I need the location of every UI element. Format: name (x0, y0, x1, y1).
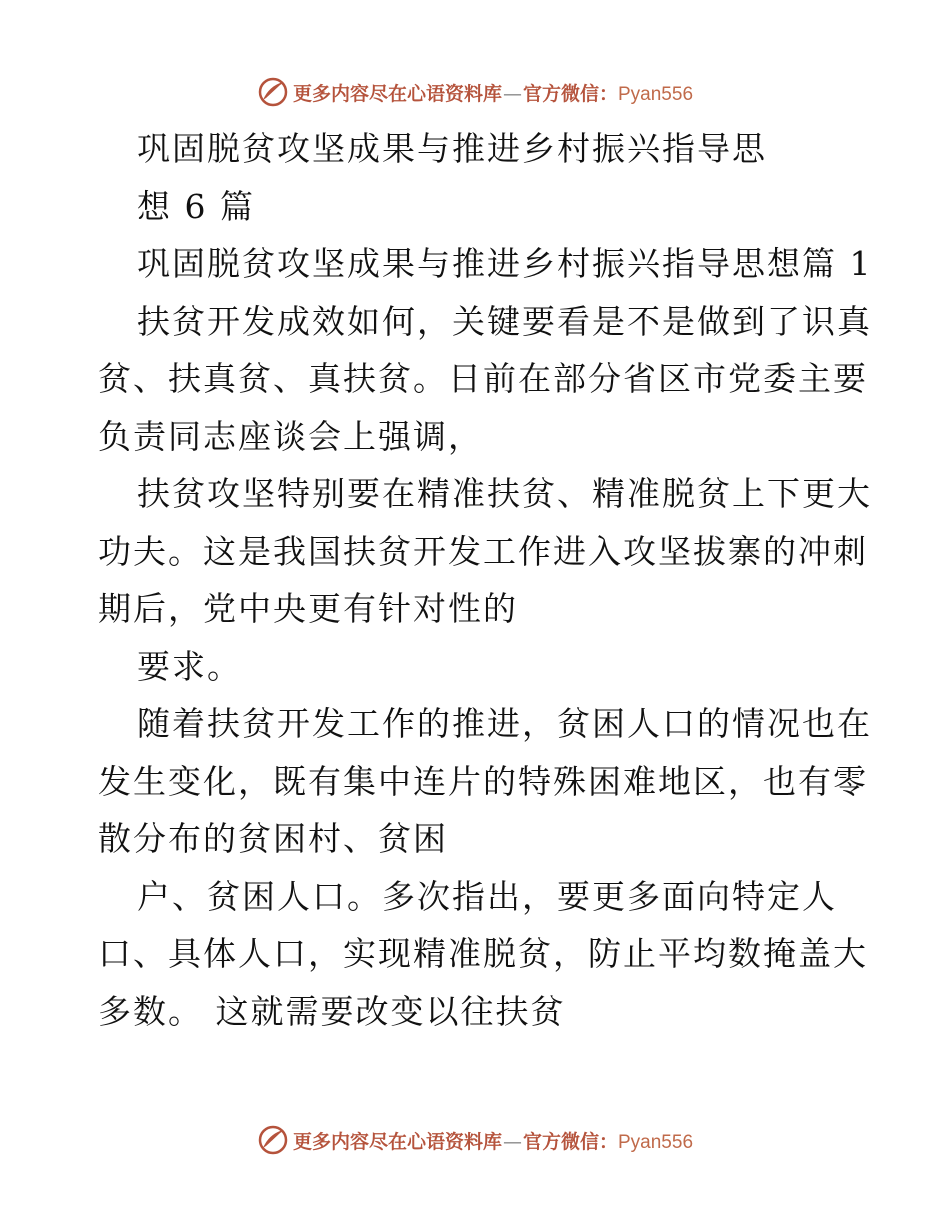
footer-contact-text: 官方微信： (522, 1130, 618, 1153)
header-site-text: 更多内容尽在心语资料库 (292, 82, 502, 105)
document-title-line-2: 想 6 篇 (137, 186, 255, 226)
footer-banner (0, 1120, 950, 1160)
paragraph-line: 要求。 (137, 646, 242, 686)
footer-wechat-id: Pyan556 (618, 1131, 694, 1153)
header-wechat-id: Pyan556 (618, 83, 694, 105)
header-contact-text: 官方微信： (522, 82, 618, 105)
document-title-line-1: 巩固脱贫攻坚成果与推进乡村振兴指导思 (137, 129, 767, 168)
paragraph-line: 多数。 这就需要改变以往扶贫 (98, 991, 566, 1031)
header-banner (0, 72, 950, 112)
footer-site-text: 更多内容尽在心语资料库 (292, 1130, 502, 1153)
paragraph-line: 发生变化，既有集中连片的特殊困难地区，也有零 (98, 761, 868, 801)
paragraph-line: 负责同志座谈会上强调， (98, 416, 483, 456)
header-dash: — (502, 82, 522, 105)
pen-logo-icon (257, 1124, 289, 1156)
paragraph-line: 随着扶贫开发工作的推进，贫困人口的情况也在 (137, 704, 872, 743)
paragraph-line: 期后，党中央更有针对性的 (98, 589, 518, 628)
paragraph-line: 口、具体人口，实现精准脱贫，防止平均数掩盖大 (98, 934, 868, 973)
paragraph-line: 户、贫困人口。多次指出，要更多面向特定人 (137, 876, 837, 916)
footer-dash: — (502, 1130, 522, 1153)
paragraph-line: 扶贫开发成效如何，关键要看是不是做到了识真 (137, 301, 872, 341)
paragraph-line: 功夫。这是我国扶贫开发工作进入攻坚拔寨的冲刺 (98, 531, 868, 571)
paragraph-line: 贫、扶真贫、真扶贫。日前在部分省区市党委主要 (98, 359, 868, 398)
paragraph-line: 散分布的贫困村、贫困 (98, 819, 448, 858)
pen-logo-icon (257, 76, 289, 108)
paragraph-line: 扶贫攻坚特别要在精准扶贫、精准脱贫上下更大 (137, 474, 872, 513)
document-body (98, 120, 873, 1040)
section-heading: 巩固脱贫攻坚成果与推进乡村振兴指导思想篇 1 (137, 244, 873, 283)
